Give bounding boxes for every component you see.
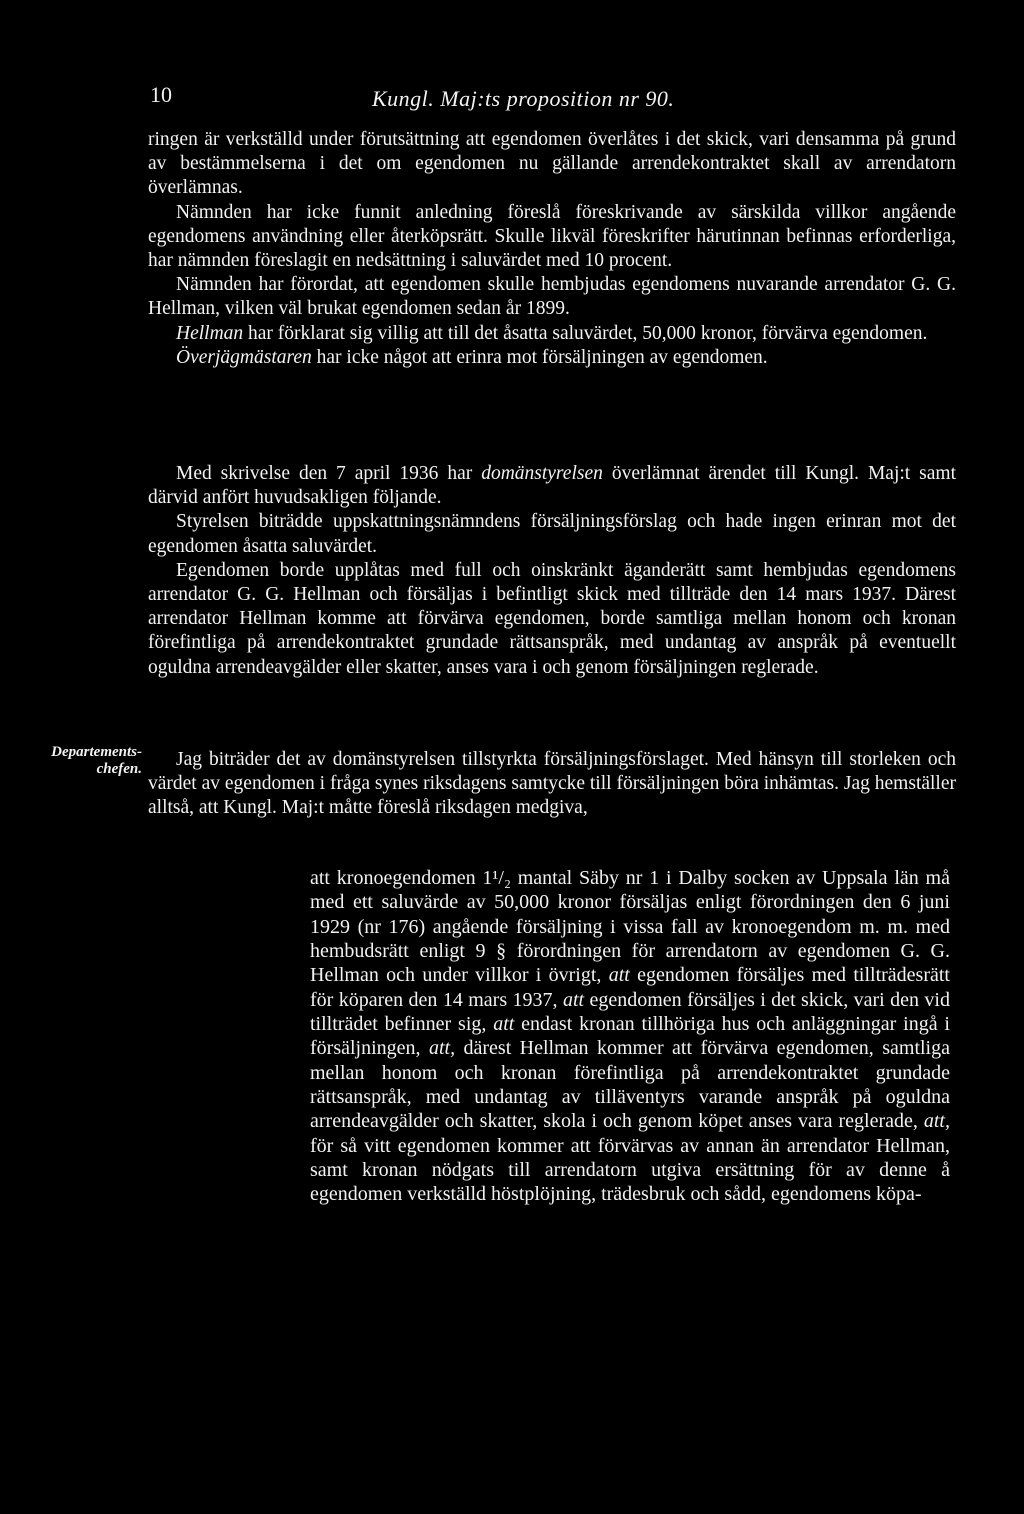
- paragraph-text: har icke något att erinra mot försäljningen av egendomen.: [311, 346, 768, 368]
- paragraph-text: Med skrivelse den 7 april 1936 har: [176, 463, 482, 484]
- paragraph: ringen är verkställd under förutsättning att egendomen överlåtes i det skick, vari densamma på grund av bestämmelserna i det om egendomen nu gällande arrendekontraktet skall av arrendatorn överlämnas.: [148, 129, 956, 199]
- running-title: Kungl. Maj:ts proposition nr 90.: [372, 86, 675, 111]
- paragraph-text: överlämnat ärendet till Kungl. Maj:t samt därvid anfört huvudsakligen följande.: [148, 463, 956, 509]
- fraction: ¹/₂: [492, 867, 511, 889]
- proposal-text-part: att kronoegendomen 1: [310, 867, 493, 889]
- section-domanstyrelsen: [148, 462, 956, 680]
- emphasis-domanstyrelsen: domänstyrelsen: [481, 463, 603, 484]
- paragraph: Nämnden har icke funnit anledning föreslå föreskrivande av särskilda villkor angående egendomens användning eller återköpsrätt. Skulle likväl föreskrifter härutinnan befinnas erforderliga, har nämnden föreslagit en nedsättning i saluvärdet med 10 procent.: [148, 201, 956, 272]
- paragraph: Egendomen borde upplåtas med full och oinskränkt äganderätt samt hembjudas egendomens arrendator G. G. Hellman och försäljas i befintligt skick med tillträde den 14 mars 1937. Därest arrendator Hellman komme att förvärva egendomen, borde samtliga mellan honom och kronan förefintliga på arrendekontraktet grundade rättsanspråk, med undantag av anspråk på eventuellt oguldna arrendeavgälder eller skatter, anses vara i och genom försäljningen reglerade.: [148, 559, 956, 678]
- margin-note-departementschefen: Departements-chefen.: [51, 744, 142, 777]
- emphasis-att: att,: [923, 1110, 950, 1133]
- section-departementschefen: [148, 748, 956, 821]
- paragraph: [148, 346, 956, 370]
- proposal-text-part: egendomen försäljes med tillträdesrätt för köparen den 14 mars 1937,: [310, 964, 950, 1011]
- proposal-paragraph: [310, 866, 950, 1207]
- page-header: [150, 82, 950, 116]
- paragraph: Jag biträder det av domänstyrelsen tillstyrkta försäljningsförslaget. Med hänsyn till storleken och värdet av egendomen i fråga synes riksdagens samtycke till försäljningen böra inhämtas. Jag hemställer alltså, att Kungl. Maj:t måtte föreslå riksdagen medgiva,: [148, 749, 956, 819]
- paragraph: Nämnden har förordat, att egendomen skulle hembjudas egendomens nuvarande arrendator G. G. Hellman, vilken väl brukat egendomen sedan år 1899.: [148, 274, 956, 320]
- emphasis-att: att: [493, 1013, 515, 1036]
- emphasis-att: att: [562, 988, 585, 1011]
- emphasis-hellman: Hellman: [176, 322, 244, 344]
- proposal-text: [310, 866, 950, 1207]
- paragraph-text: har förklarat sig villig att till det åsatta saluvärdet, 50,000 kronor, förvärva egendomen.: [243, 322, 928, 344]
- paragraph: [148, 322, 956, 346]
- paragraph: [148, 462, 956, 510]
- proposal-text-part: egendomen försäljes i det skick, vari den vid tillträdet befinner sig,: [310, 988, 950, 1036]
- section-uppskattningsnamnden: [148, 128, 956, 370]
- paragraph: Styrelsen biträdde uppskattningsnämndens försäljningsförslag och hade ingen erinran mot det egendomen åsatta saluvärdet.: [148, 511, 956, 557]
- proposal-text-part: mantal Säby nr 1 i Dalby socken av Uppsala län må med ett saluvärde av 50,000 kronor försäljas enligt förordningen den 6 juni 1929 (nr 176) angående försäljning i vissa fall av kronoegendom m. m. med hembudsrätt enligt 9 § förordningen för arrendatorn av egendomen G. G. Hellman och under villkor i övrigt,: [310, 867, 950, 987]
- proposal-text-part: därest Hellman kommer att förvärva egendomen, samtliga mellan honom och kronan förefintliga på arrendekontraktet grundade rättsanspråk, med undantag av tilläventyrs varande anspråk på oguldna arrendeavgälder och skatter, skola i och genom köpet anses vara reglerade,: [310, 1037, 950, 1133]
- emphasis-overjagmastaren: Överjägmästaren: [176, 346, 312, 368]
- emphasis-att: att: [608, 964, 630, 987]
- emphasis-att: att,: [428, 1037, 456, 1060]
- proposal-text-part: endast kronan tillhöriga hus och anläggningar ingå i försäljningen,: [310, 1013, 950, 1060]
- page-number: 10: [150, 82, 172, 107]
- proposal-text-part: för så vitt egendomen kommer att förvärvas av annan än arrendator Hellman, samt kronan nödgats till arrendatorn utgiva ersättning för av denne å egendomen verkställd höstplöjning, trädesbruk och sådd, egendomens köpa-: [310, 1134, 950, 1206]
